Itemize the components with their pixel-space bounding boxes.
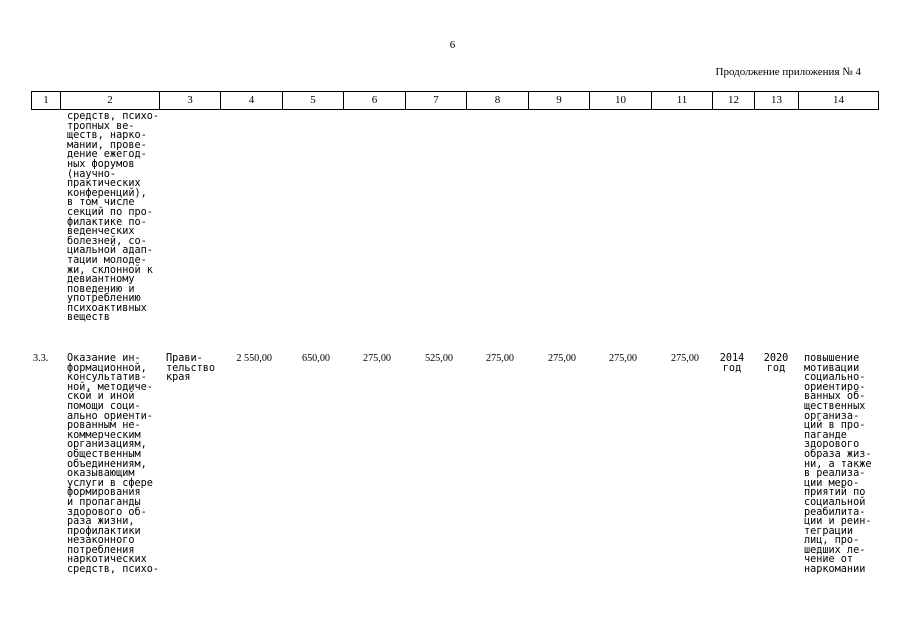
row-3-3-executor: Прави- тельство края [166, 353, 216, 384]
column-header-4: 4 [221, 92, 283, 110]
row-3-3-year-2016: 525,00 [424, 353, 453, 364]
row-3-3-end-year: 2020 год [763, 353, 789, 374]
column-header-14: 14 [799, 92, 879, 110]
row-3-3-year-2019: 275,00 [608, 353, 637, 364]
row-3-3-year-2015: 275,00 [362, 353, 391, 364]
column-header-2: 2 [61, 92, 160, 110]
row-3-3-year-2020: 275,00 [670, 353, 699, 364]
row-3-3-start-year: 2014 год [719, 353, 745, 374]
column-header-9: 9 [529, 92, 590, 110]
row-3-3-result: повышение мотивации социально- ориентиро- ванных об- щественных организа- ций в про- паганде здорового образа жиз- ни, а также в реализа- ции меро- приятий по социальной реабилита- ции и реин- теграции лиц, про- шедших ле- чение от наркомании [804, 353, 872, 576]
column-header-13: 13 [755, 92, 799, 110]
continuation-label: Продолжение приложения № 4 [715, 66, 861, 78]
column-header-12: 12 [713, 92, 755, 110]
column-header-1: 1 [32, 92, 61, 110]
continued-row-description: средств, психо- тропных ве- ществ, нарко- мании, прове- дение ежегод- ных форумов (научно- практических конференций), в том числе секций по про- филактике по- веденческих болезней, со- циальной адап- тации молоде- жи, склонной к девиантному поведению и употреблению психоактивных веществ [67, 111, 160, 324]
column-header-5: 5 [283, 92, 344, 110]
column-header-11: 11 [652, 92, 713, 110]
column-header-row [31, 91, 879, 110]
row-3-3-number: 3.3. [33, 353, 49, 364]
row-3-3-total: 2 550,00 [236, 353, 272, 364]
row-3-3-year-2017: 275,00 [485, 353, 514, 364]
column-header-3: 3 [160, 92, 221, 110]
column-header-7: 7 [406, 92, 467, 110]
page-number: 6 [449, 39, 456, 51]
row-3-3-year-2014: 650,00 [301, 353, 330, 364]
row-3-3-year-2018: 275,00 [547, 353, 576, 364]
column-header-10: 10 [590, 92, 652, 110]
column-header-6: 6 [344, 92, 406, 110]
column-header-8: 8 [467, 92, 529, 110]
row-3-3-description: Оказание ин- формационной, консультатив- ной, методиче- ской и иной помощи соци- ально ориенти- рованным не- коммерческим организациям, общественным объединениям, оказывающим услуги в сфере формирования и пропаганды здорового об- раза жизни, профилактики незаконного потребления наркотических средств, психо- [67, 353, 160, 576]
